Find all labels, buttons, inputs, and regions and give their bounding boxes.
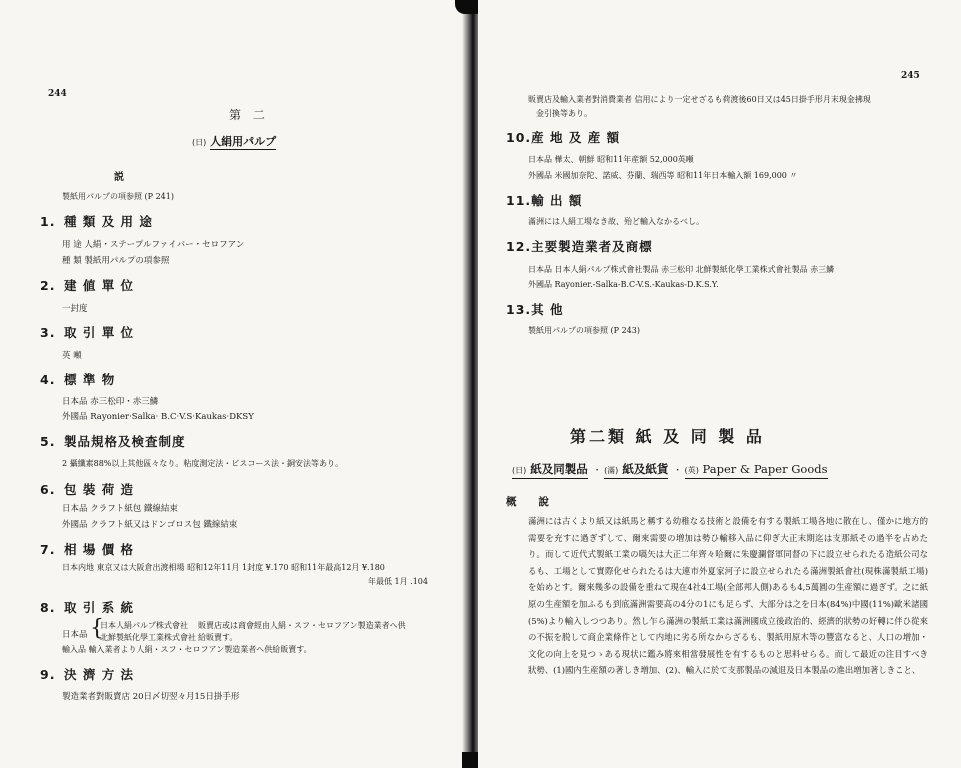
section-9-line1: 製造業者對販賣店 20日〆切翌々月15日掛手形 <box>62 692 240 702</box>
left-page <box>0 0 470 768</box>
gai-label: 概 說 <box>506 496 549 508</box>
section-1-heading: 1. 種 類 及 用 途 <box>40 214 153 229</box>
section-12-heading: 12.主要製造業者及商標 <box>506 239 653 254</box>
section-8-brace-line1: 日本人絹パルプ株式會社 <box>100 621 188 630</box>
subtitle-man: (滿) 紙及紙貨 <box>604 462 668 479</box>
section-10-heading: 10.産 地 及 産 額 <box>506 130 621 145</box>
chapter-title: 第二類 紙 及 同 製 品 <box>570 427 765 446</box>
section-8-heading: 8. 取 引 系 統 <box>40 600 135 615</box>
section-7-line2: 年最低 1月 .104 <box>368 577 428 586</box>
section-11-heading: 11.輸 出 額 <box>506 193 583 208</box>
title-tag: (日) <box>192 138 207 147</box>
section-1-line2: 種 類 製紙用パルプの項参照 <box>62 256 170 266</box>
page-number: 245 <box>901 71 920 81</box>
part-header: 第 二 <box>229 108 269 122</box>
section-4-line1: 日本品 赤三松印・赤三鱗 <box>62 397 159 407</box>
title-text: 人絹用パルプ <box>210 135 277 148</box>
section-7-line1: 日本内地 東京又は大阪倉出渡相場 昭和12年11月 1封度 ¥.170 昭和11年最高12月 ¥.180 <box>62 563 385 572</box>
section-7-heading: 7. 相 場 價 格 <box>40 542 135 557</box>
top-line1: 販賣店及輸入業者對消費業者 信用により一定せざるも荷渡後60日又は45日掛手形月末現金拂現 <box>528 95 871 104</box>
page-number: 244 <box>48 89 67 99</box>
right-page <box>478 0 961 768</box>
section-8-label: 日本品 <box>62 630 88 640</box>
section-9-heading: 9. 決 濟 方 法 <box>40 667 135 682</box>
section-8-tail-line2: 給販賣す。 <box>198 633 238 642</box>
section-8-line3: 輸入品 輸入業者より人絹・スフ・セロフアン製造業者へ供給販賣す。 <box>62 645 312 654</box>
section-13-heading: 13.其 他 <box>506 302 564 317</box>
top-line2: 金引換等あり。 <box>536 109 592 118</box>
section-6-line1: 日本品 クラフト紙包 鐵線結束 <box>62 504 178 514</box>
section-2-heading: 2. 建 値 單 位 <box>40 278 135 293</box>
chapter-subtitle: (日) 紙及同製品 ・ (滿) 紙及紙貨 ・ (英) Paper & Paper Goods <box>512 458 828 477</box>
gai-reference: 製紙用パルプの項参照 (P 241) <box>62 192 174 201</box>
section-3-heading: 3. 取 引 單 位 <box>40 325 135 340</box>
section-3-line1: 英 噸 <box>62 351 82 361</box>
subtitle-en: (英) Paper & Paper Goods <box>685 462 828 479</box>
section-6-line2: 外國品 クラフト紙又はドンゴロス包 鐵線結束 <box>62 520 238 530</box>
section-2-line1: 一封度 <box>62 304 88 314</box>
section-12-line1: 日本品 日本人絹パルプ株式會社製品 赤三松印 北鮮製紙化學工業株式會社製品 赤三鱗 <box>528 265 835 274</box>
section-4-line2: 外國品 Rayonier·Salka· B.C·V.S·Kaukas·DKSY <box>62 412 254 422</box>
section-title <box>192 133 276 149</box>
section-4-heading: 4. 標 準 物 <box>40 372 116 387</box>
brace-mark: { <box>90 616 104 641</box>
body-paragraph: 滿洲には古くより紙又は紙馬と稱する幼稚なる技術と設備を有する製紙工場各地に散在し、僅かに地方的需要を充すに過ぎずして、爾來需要の増加は勢ひ輸移入品に仰ぎ大正末期迄は支那紙その過半を占めたり。而して近代式製紙工業の嚆矢は大正二年齊々哈爾に朱慶瀾督軍同督の下に設立せられたる造紙公司なるも、工場として實際化せられたるは大連市外夏家河子に設立せられたる滿洲製紙會社(現株滿製紙工場)を始めとす。爾來幾多の設備を重ねて現在4社4工場(全部邦人側)あるも4,5萬圓の生産額に過ぎず。之に紙原の生産額を加ふるも到底滿洲需要高の4分の1にも足らず、大部分は之を日本(84%)中國(11%)歐米諸國(5%)より輸入しつつあり。然し乍ら滿洲の製紙工業は滿洲國成立後政治的、經濟的狀勢の好轉に伴ひ從來の不振を脱して商企業條件として内地に劣る所なからざるも、製紙用原木等の豐富なると、人口の増加・文化の向上を見つゝある現状に鑑み將來相當發展性を有するものと思料せらる。而して最近の注目すべき狀勢、(1)國内生産額の著しき増加、(2)、輸入に於て支那製品の減退及日本製品の進出増加著しきこと、 <box>528 516 928 676</box>
section-1-line1: 用 途 人絹・ステープルファイバー・セロフアン <box>62 240 245 250</box>
gai-label: 説 <box>114 172 124 183</box>
section-5-line1: 2 攝纖素88%以上其他區々なり。粘度測定法・ビスコース法・銅安法等あり。 <box>62 459 344 468</box>
section-10-line1: 日本品 樺太、朝鮮 昭和11年産額 52,000英噸 <box>528 155 694 164</box>
section-10-line2: 外國品 米國加奈陀、諾威、芬蘭、瑞西等 昭和11年日本輸入額 169,000 〃 <box>528 171 798 180</box>
section-5-heading: 5. 製品規格及検査制度 <box>40 434 186 449</box>
section-6-heading: 6. 包 裝 荷 造 <box>40 482 135 497</box>
section-8-tail-line1: 販賣店或は商會經由人絹・スフ・セロフアン製造業者へ供 <box>198 621 406 630</box>
section-12-line2: 外國品 Rayonier.-Salka-B.C-V.S.-Kaukas-D.K.S.Y. <box>528 280 719 289</box>
section-11-line1: 滿洲には人絹工場なき故、殆ど輸入なかるべし。 <box>528 217 704 226</box>
section-8-brace-line2: 北鮮製紙化學工業株式會社 <box>100 633 196 642</box>
subtitle-ja: (日) 紙及同製品 <box>512 462 588 479</box>
section-13-line1: 製紙用パルプの項参照 (P 243) <box>528 326 640 335</box>
